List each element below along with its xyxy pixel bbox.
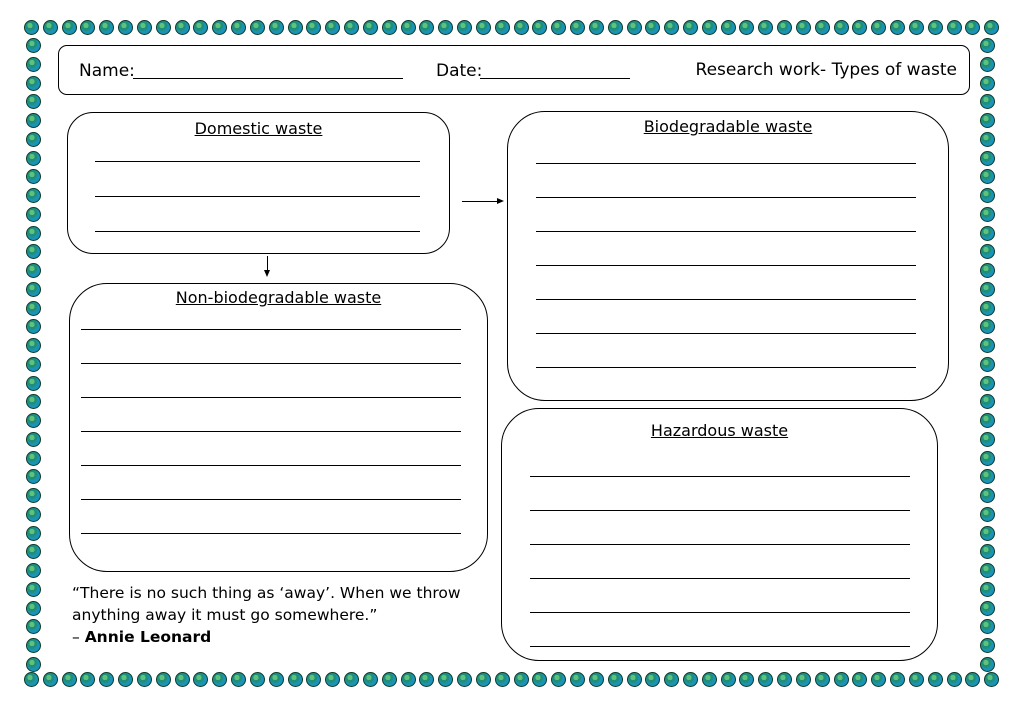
globe-icon [26, 451, 41, 466]
globe-icon [325, 20, 340, 35]
globe-icon [382, 20, 397, 35]
globe-icon [909, 672, 924, 687]
globe-icon [156, 672, 171, 687]
globe-icon [43, 672, 58, 687]
globe-icon [26, 57, 41, 72]
globe-icon [928, 20, 943, 35]
globe-icon [26, 338, 41, 353]
globe-icon [476, 672, 491, 687]
globe-icon [26, 376, 41, 391]
globe-icon [980, 432, 995, 447]
quote-author: Annie Leonard [84, 628, 212, 646]
date-field[interactable] [480, 78, 630, 79]
globe-icon [438, 20, 453, 35]
globe-icon [193, 20, 208, 35]
border-bottom [24, 672, 1000, 690]
globe-icon [26, 113, 41, 128]
globe-icon [796, 20, 811, 35]
globe-icon [325, 672, 340, 687]
globe-icon [26, 169, 41, 184]
globe-icon [608, 20, 623, 35]
arrow-down-icon [267, 256, 268, 271]
writing-line[interactable] [536, 333, 916, 334]
globe-icon [419, 20, 434, 35]
globe-icon [980, 601, 995, 616]
globe-icon [980, 319, 995, 334]
globe-icon [514, 20, 529, 35]
globe-icon [980, 638, 995, 653]
globe-icon [514, 672, 529, 687]
globe-icon [26, 507, 41, 522]
globe-icon [980, 544, 995, 559]
globe-icon [980, 244, 995, 259]
globe-icon [269, 672, 284, 687]
globe-icon [26, 563, 41, 578]
globe-icon [980, 563, 995, 578]
globe-icon [26, 263, 41, 278]
writing-line[interactable] [95, 231, 420, 232]
globe-icon [683, 672, 698, 687]
globe-icon [26, 151, 41, 166]
globe-icon [26, 488, 41, 503]
globe-icon [231, 20, 246, 35]
globe-icon [306, 672, 321, 687]
writing-line[interactable] [530, 544, 910, 545]
globe-icon [980, 394, 995, 409]
non-biodegradable-waste-box [69, 283, 488, 572]
globe-icon [43, 20, 58, 35]
globe-icon [980, 488, 995, 503]
globe-icon [344, 672, 359, 687]
globe-icon [980, 94, 995, 109]
globe-icon [212, 20, 227, 35]
globe-icon [683, 20, 698, 35]
globe-icon [80, 20, 95, 35]
globe-icon [739, 672, 754, 687]
globe-icon [702, 672, 717, 687]
globe-icon [871, 20, 886, 35]
quote-dash: – [72, 628, 85, 646]
writing-line[interactable] [536, 231, 916, 232]
globe-icon [532, 672, 547, 687]
globe-icon [26, 601, 41, 616]
globe-icon [118, 20, 133, 35]
writing-line[interactable] [81, 465, 461, 466]
globe-icon [363, 672, 378, 687]
globe-icon [26, 638, 41, 653]
hazardous-waste-box [501, 408, 938, 661]
globe-icon [570, 20, 585, 35]
globe-icon [984, 672, 999, 687]
writing-line[interactable] [530, 646, 910, 647]
globe-icon [344, 20, 359, 35]
globe-icon [980, 38, 995, 53]
globe-icon [980, 582, 995, 597]
writing-line[interactable] [536, 197, 916, 198]
date-label: Date: [436, 61, 483, 81]
globe-icon [980, 57, 995, 72]
globe-icon [26, 432, 41, 447]
globe-icon [401, 20, 416, 35]
globe-icon [419, 672, 434, 687]
globe-icon [980, 151, 995, 166]
domestic-waste-title: Domestic waste [194, 119, 323, 138]
globe-icon [589, 672, 604, 687]
globe-icon [26, 582, 41, 597]
globe-icon [288, 20, 303, 35]
globe-icon [269, 20, 284, 35]
globe-icon [984, 20, 999, 35]
globe-icon [193, 672, 208, 687]
globe-icon [980, 413, 995, 428]
globe-icon [777, 672, 792, 687]
globe-icon [26, 657, 41, 672]
globe-icon [909, 20, 924, 35]
globe-icon [495, 20, 510, 35]
globe-icon [980, 619, 995, 634]
globe-icon [928, 672, 943, 687]
globe-icon [852, 20, 867, 35]
globe-icon [99, 672, 114, 687]
globe-icon [947, 672, 962, 687]
writing-line[interactable] [81, 363, 461, 364]
globe-icon [26, 357, 41, 372]
globe-icon [382, 672, 397, 687]
non-biodegradable-waste-title: Non-biodegradable waste [175, 288, 382, 307]
writing-line[interactable] [536, 265, 916, 266]
biodegradable-waste-box [507, 111, 949, 401]
quote-block [72, 582, 492, 648]
globe-icon [570, 672, 585, 687]
globe-icon [26, 38, 41, 53]
globe-icon [495, 672, 510, 687]
globe-icon [26, 226, 41, 241]
writing-line[interactable] [95, 161, 420, 162]
globe-icon [250, 672, 265, 687]
globe-icon [26, 282, 41, 297]
globe-icon [137, 672, 152, 687]
globe-icon [26, 132, 41, 147]
globe-icon [551, 20, 566, 35]
globe-icon [980, 338, 995, 353]
globe-icon [980, 169, 995, 184]
globe-icon [980, 376, 995, 391]
globe-icon [175, 672, 190, 687]
globe-icon [26, 394, 41, 409]
globe-icon [457, 20, 472, 35]
globe-icon [26, 319, 41, 334]
globe-icon [306, 20, 321, 35]
globe-icon [890, 672, 905, 687]
globe-icon [26, 94, 41, 109]
globe-icon [250, 20, 265, 35]
writing-line[interactable] [530, 510, 910, 511]
globe-icon [980, 188, 995, 203]
globe-icon [980, 357, 995, 372]
globe-icon [363, 20, 378, 35]
writing-line[interactable] [530, 476, 910, 477]
globe-icon [980, 113, 995, 128]
globe-icon [980, 76, 995, 91]
globe-icon [26, 207, 41, 222]
globe-icon [288, 672, 303, 687]
arrow-right-icon [462, 201, 498, 202]
globe-icon [137, 20, 152, 35]
biodegradable-waste-title: Biodegradable waste [643, 117, 813, 136]
globe-icon [26, 301, 41, 316]
globe-icon [438, 672, 453, 687]
globe-icon [118, 672, 133, 687]
writing-line[interactable] [81, 329, 461, 330]
quote-attribution [72, 626, 492, 648]
writing-line[interactable] [530, 578, 910, 579]
globe-icon [758, 672, 773, 687]
hazardous-waste-title: Hazardous waste [650, 421, 789, 440]
globe-icon [890, 20, 905, 35]
globe-icon [476, 20, 491, 35]
globe-icon [26, 526, 41, 541]
page-title: Research work- Types of waste [695, 60, 957, 80]
writing-line[interactable] [81, 533, 461, 534]
domestic-waste-box [67, 112, 450, 254]
globe-icon [834, 672, 849, 687]
writing-line[interactable] [95, 196, 420, 197]
globe-icon [26, 544, 41, 559]
globe-icon [175, 20, 190, 35]
globe-icon [62, 672, 77, 687]
globe-icon [26, 619, 41, 634]
quote-line-2: anything away it must go somewhere.” [72, 606, 378, 624]
border-top [24, 20, 1000, 38]
globe-icon [645, 20, 660, 35]
globe-icon [589, 20, 604, 35]
globe-icon [947, 20, 962, 35]
globe-icon [980, 226, 995, 241]
globe-icon [980, 451, 995, 466]
globe-icon [980, 282, 995, 297]
globe-icon [980, 301, 995, 316]
quote-line-1: “There is no such thing as ‘away’. When we throw [72, 584, 461, 602]
globe-icon [777, 20, 792, 35]
globe-icon [457, 672, 472, 687]
globe-icon [815, 20, 830, 35]
globe-icon [980, 657, 995, 672]
globe-icon [24, 672, 39, 687]
globe-icon [627, 672, 642, 687]
globe-icon [664, 20, 679, 35]
globe-icon [664, 672, 679, 687]
globe-icon [26, 469, 41, 484]
writing-line[interactable] [81, 499, 461, 500]
writing-line[interactable] [536, 299, 916, 300]
writing-line[interactable] [536, 163, 916, 164]
globe-icon [62, 20, 77, 35]
globe-icon [980, 526, 995, 541]
globe-icon [156, 20, 171, 35]
border-left [26, 38, 44, 672]
globe-icon [758, 20, 773, 35]
globe-icon [212, 672, 227, 687]
name-field[interactable] [133, 78, 403, 79]
globe-icon [532, 20, 547, 35]
globe-icon [26, 188, 41, 203]
border-right [980, 38, 998, 672]
globe-icon [608, 672, 623, 687]
globe-icon [980, 132, 995, 147]
globe-icon [871, 672, 886, 687]
globe-icon [231, 672, 246, 687]
globe-icon [551, 672, 566, 687]
writing-line[interactable] [536, 367, 916, 368]
globe-icon [721, 672, 736, 687]
globe-icon [980, 507, 995, 522]
globe-icon [627, 20, 642, 35]
globe-icon [739, 20, 754, 35]
globe-icon [815, 672, 830, 687]
globe-icon [24, 20, 39, 35]
globe-icon [980, 469, 995, 484]
globe-icon [26, 244, 41, 259]
writing-line[interactable] [530, 612, 910, 613]
globe-icon [702, 20, 717, 35]
header-box [58, 45, 970, 95]
globe-icon [99, 20, 114, 35]
globe-icon [401, 672, 416, 687]
globe-icon [721, 20, 736, 35]
writing-line[interactable] [81, 431, 461, 432]
writing-line[interactable] [81, 397, 461, 398]
globe-icon [965, 672, 980, 687]
globe-icon [965, 20, 980, 35]
globe-icon [834, 20, 849, 35]
globe-icon [645, 672, 660, 687]
globe-icon [26, 76, 41, 91]
globe-icon [796, 672, 811, 687]
globe-icon [852, 672, 867, 687]
globe-icon [980, 207, 995, 222]
name-label: Name: [79, 61, 135, 81]
globe-icon [980, 263, 995, 278]
globe-icon [26, 413, 41, 428]
globe-icon [80, 672, 95, 687]
